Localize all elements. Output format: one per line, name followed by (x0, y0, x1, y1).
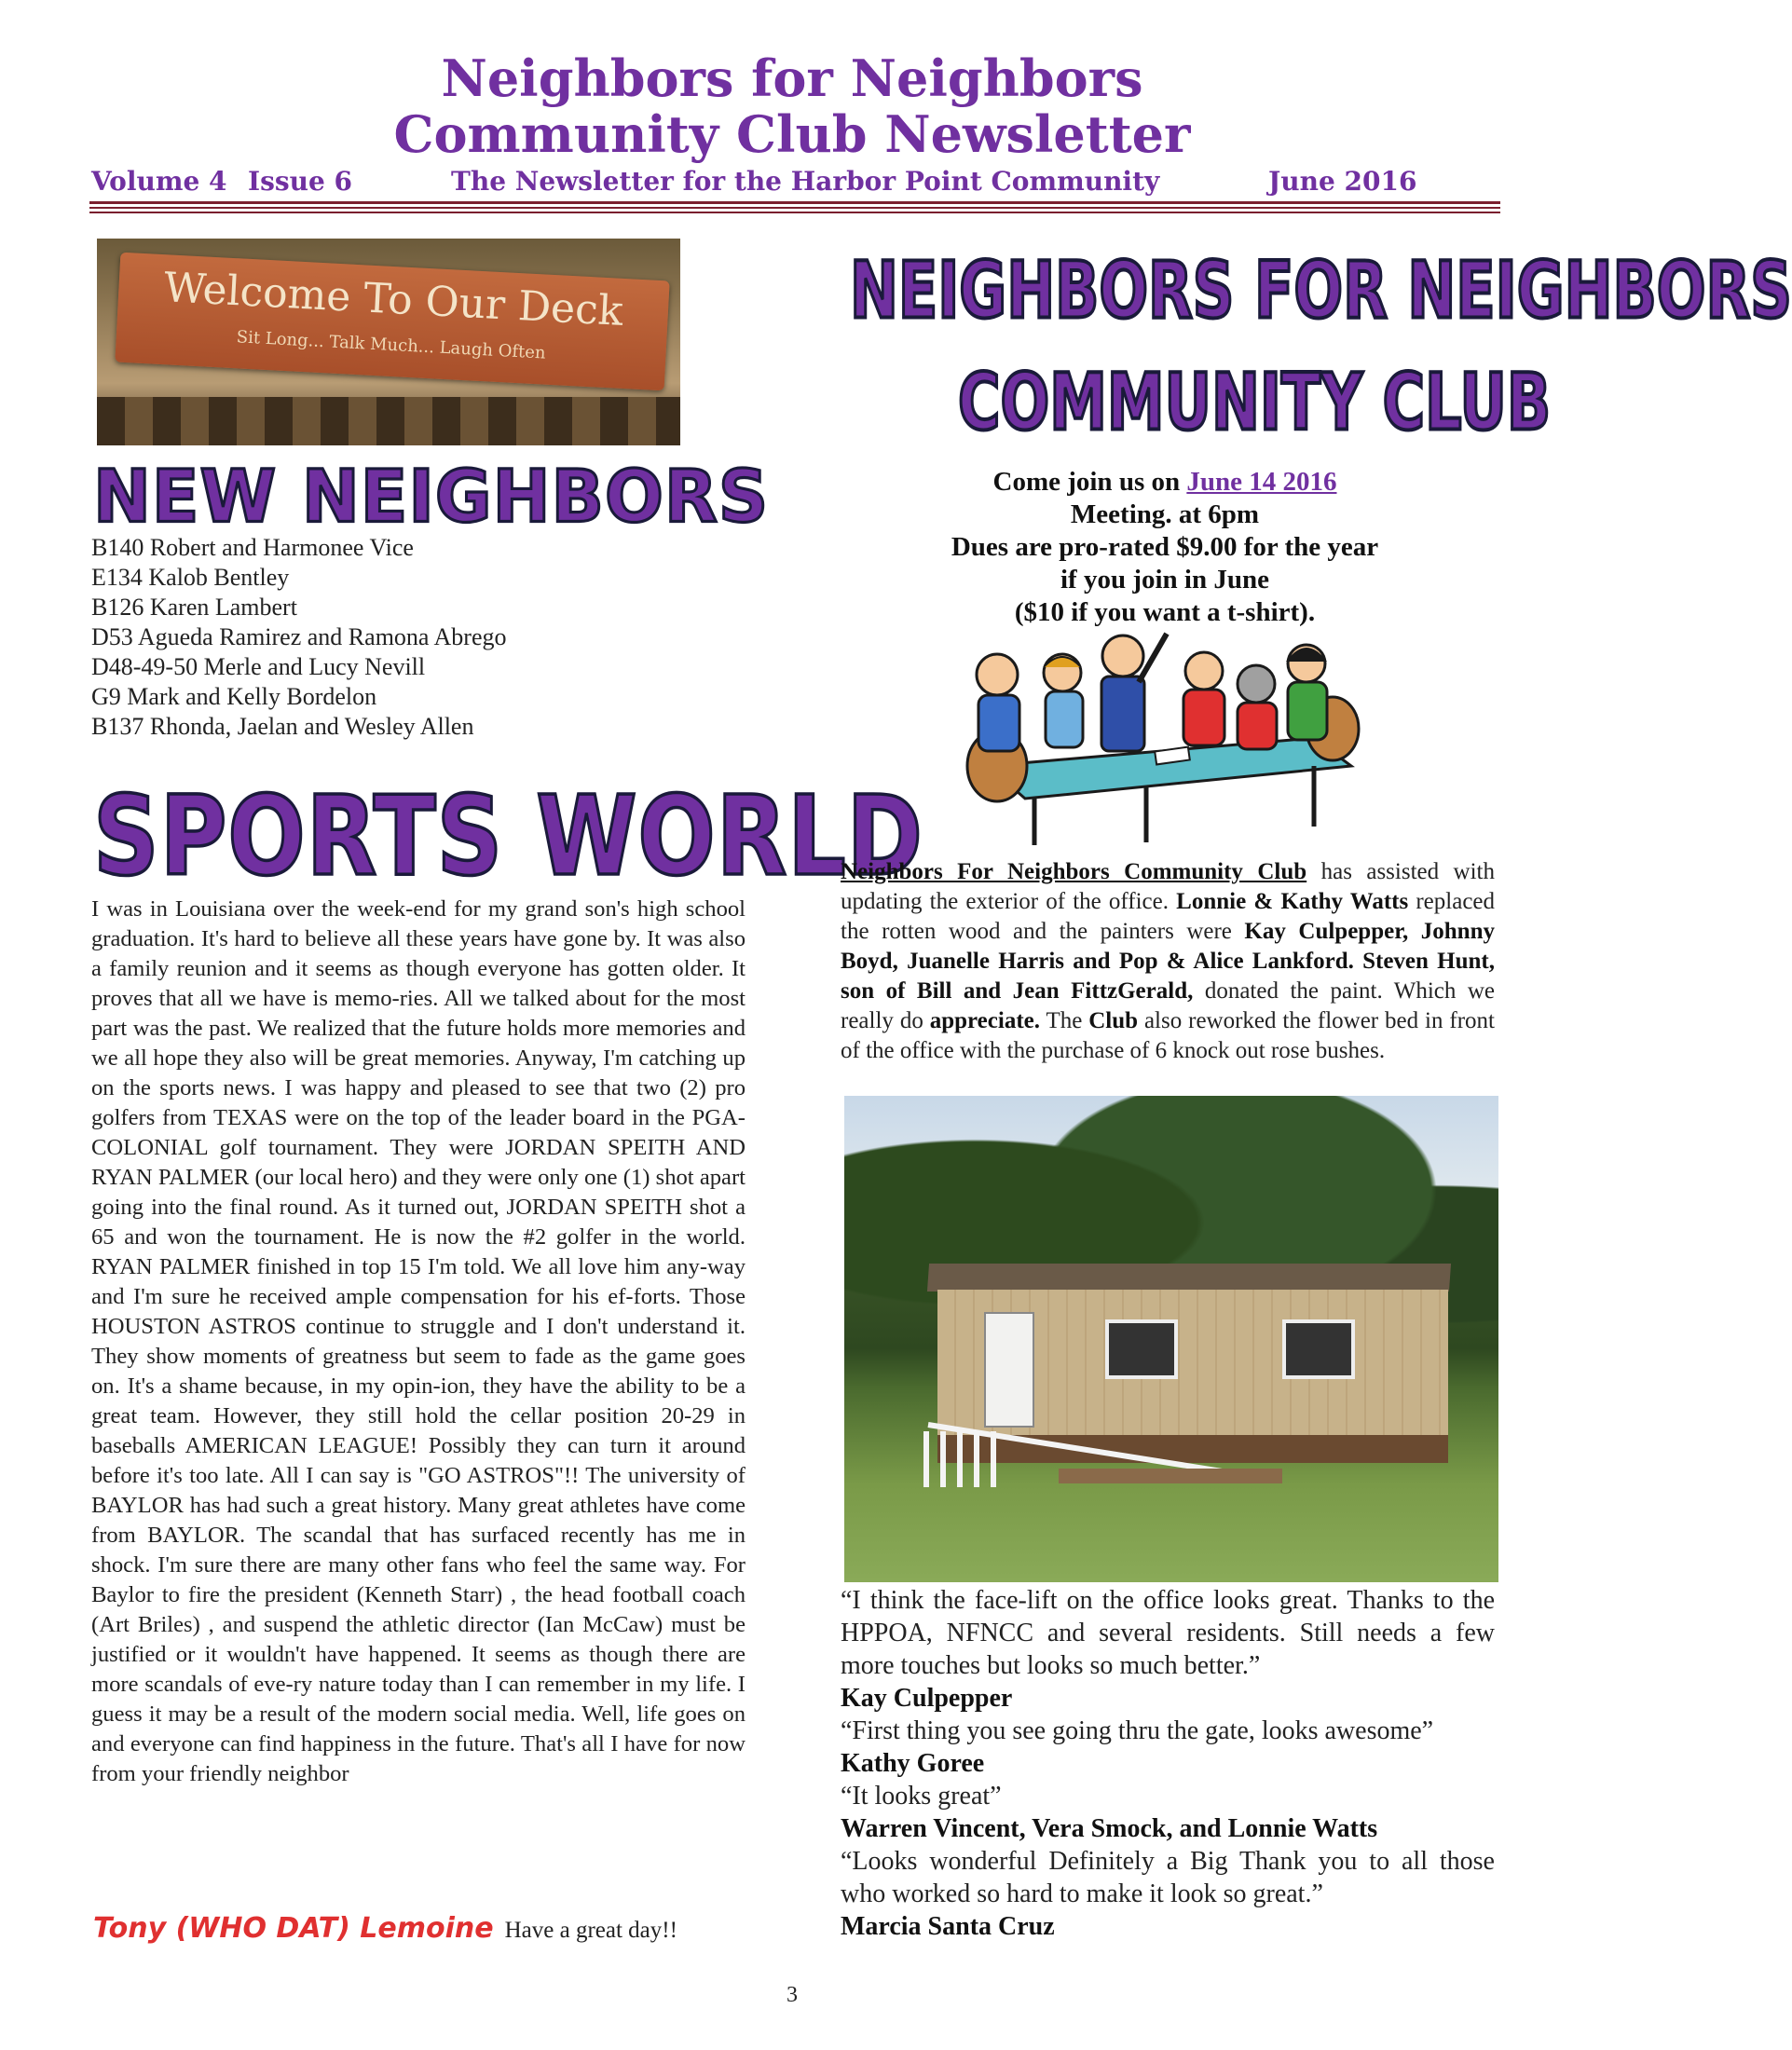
masthead-subline (91, 166, 1500, 199)
list-item: B126 Karen Lambert (91, 594, 297, 621)
office-window (1282, 1319, 1355, 1379)
office-window (1105, 1319, 1178, 1379)
club-article-text: donated the paint. Which we really do (841, 978, 1495, 1033)
header-rule-bottom (89, 212, 1500, 213)
new-neighbors-heading: NEW NEIGHBORS (93, 454, 770, 540)
club-article-text: has assisted with updating the exterior of the office. (841, 859, 1495, 914)
club-article-text: also reworked the flower bed in front of the office with the purchase of 6 knock out rose bushes. (841, 1008, 1495, 1063)
newsletter-title-line1: Neighbors for Neighbors (441, 48, 1143, 108)
meeting-announcement (820, 466, 1510, 629)
club-article-emphasis: Club (1088, 1008, 1139, 1033)
club-article-names: Kay Culpepper, Johnny Boyd, Juanelle Harris and Pop & Alice Lankford. Steven Hunt, son of Bill and Jean FittzGerald, (841, 919, 1495, 1004)
page-number: 3 (787, 1983, 798, 2007)
deck-sign-board (115, 253, 669, 391)
newsletter-title-line2: Community Club Newsletter (393, 104, 1191, 164)
club-name: Neighbors For Neighbors Community Club (841, 859, 1307, 884)
meeting-time: Meeting. at 6pm (1070, 499, 1260, 529)
header-rule-mid (89, 207, 1500, 209)
list-item: B137 Rhonda, Jaelan and Wesley Allen (91, 713, 474, 740)
quote-text: “I think the face-lift on the office looks great. Thanks to the HPPOA, NFNCC and several residents. Still needs a few more touches but looks so much better.” (841, 1586, 1495, 1680)
meeting-dues: Dues are pro-rated $9.00 for the year (951, 532, 1379, 562)
club-article-names: Lonnie & Kathy Watts (1176, 889, 1409, 914)
person-head-icon (977, 654, 1018, 695)
sports-world-heading: SPORTS WORLD (93, 773, 923, 901)
signoff-text: Have a great day!! (504, 1918, 677, 1943)
issue-label: Issue 6 (248, 166, 353, 197)
list-item: G9 Mark and Kelly Bordelon (91, 683, 377, 710)
club-article-emphasis: appreciate. (929, 1008, 1040, 1033)
tagline: The Newsletter for the Harbor Point Community (451, 166, 1160, 197)
quote-author: Marcia Santa Cruz (841, 1912, 1055, 1941)
office-photo (844, 1096, 1498, 1582)
quote-author: Kay Culpepper (841, 1684, 1013, 1713)
quote-author: Warren Vincent, Vera Smock, and Lonnie Watts (841, 1814, 1378, 1843)
meeting-date-link[interactable]: June 14 2016 (1186, 467, 1337, 497)
meeting-line1-text: Come join us on (992, 467, 1187, 497)
office-porch-rail (923, 1431, 1007, 1487)
sports-signature-line (93, 1912, 677, 1945)
meeting-tshirt-price: ($10 if you want a t-shirt). (1014, 597, 1316, 627)
quotes-section (841, 1584, 1495, 1943)
meeting-clipart (960, 626, 1361, 850)
club-article-text: replaced the rotten wood and the painters were (841, 889, 1496, 944)
office-roof (927, 1264, 1451, 1292)
list-item: B140 Robert and Harmonee Vice (91, 534, 414, 561)
deck-railing (97, 397, 680, 445)
sports-article-body: I was in Louisiana over the week-end for my grand son's high school graduation. It's hard to believe all these years have gone by. It was also a family reunion and it seems as though everyone has gotten older. It proves that all we have is memo-ries. All we talked about for the most part was the past. We realized that the future holds more memories and we all hope they also will be great memories. Anyway, I'm catching up on the sports news. I was happy and pleased to see that two (2) pro golfers from TEXAS were on the top of the leader board in the PGA-COLONIAL golf tournament. They were JORDAN SPEITH AND RYAN PALMER (our local hero) and they were only one (1) shot apart going into the final round. As it turned out, JORDAN SPEITH shot a 65 and won the tournament. He is now the #2 golfer in the world. RYAN PALMER finished in top 15 I'm told. We all love him any-way and I'm sure he received ample compensation for his ef-forts. Those HOUSTON ASTROS continue to struggle and I don't understand it. They show moments of greatness but seem to fade as the game goes on. It's a shame because, in my opin-ion, they have the ability to be a great team. However, they still hold the cellar position 20-29 in baseballs AMERICAN LEAGUE! Possibly they can turn it around before it's too late. All I can say is "GO ASTROS"!! The university of BAYLOR has had such a great history. Many great athletes have come from BAYLOR. The scandal that has surfaced recently has me in shock. I'm sure there are many other fans who feel the same way. For Baylor to fire the president (Kenneth Starr) , the head football coach (Art Briles) , and suspend the athletic director (Ian McCaw) must be justified or it wouldn't have happened. It seems as though there are more scandals of eve-ry nature today than I can remember in my life. I guess it may be a result of the modern social media. Well, life goes on and everyone can find happiness in the future. That's all I have for now from your friendly neighbor (91, 896, 746, 1786)
club-banner-line1: NEIGHBORS FOR NEIGHBORS (850, 244, 1792, 336)
volume-label: Volume 4 (91, 166, 227, 197)
quote-text: “It looks great” (841, 1782, 1002, 1811)
deck-sign-text: Welcome To Our Deck (162, 264, 624, 335)
table-shape (988, 738, 1351, 799)
author-signature: Tony (WHO DAT) Lemoine (93, 1912, 494, 1945)
quote-text: “Looks wonderful Definitely a Big Thank you to all those who worked so hard to make it look so great.” (841, 1847, 1495, 1908)
list-item: E134 Kalob Bentley (91, 564, 290, 591)
deck-sign-photo (97, 239, 680, 445)
quote-author: Kathy Goree (841, 1749, 985, 1778)
deck-sign-subtext: Sit Long... Talk Much... Laugh Often (236, 327, 547, 363)
club-article (841, 857, 1495, 1066)
office-door (984, 1312, 1034, 1428)
new-neighbors-list (91, 533, 507, 742)
meeting-dues-condition: if you join in June (1060, 565, 1269, 594)
list-item: D53 Agueda Ramirez and Ramona Abrego (91, 623, 507, 650)
header-rule-top (89, 201, 1500, 204)
club-banner-line2: COMMUNITY CLUB (958, 356, 1552, 448)
quote-text: “First thing you see going thru the gate, looks awesome” (841, 1716, 1434, 1745)
list-item: D48-49-50 Merle and Lucy Nevill (91, 653, 426, 680)
office-flower-bed (1059, 1469, 1282, 1483)
club-article-text: The (1040, 1008, 1089, 1033)
issue-date: June 2016 (1268, 166, 1417, 197)
